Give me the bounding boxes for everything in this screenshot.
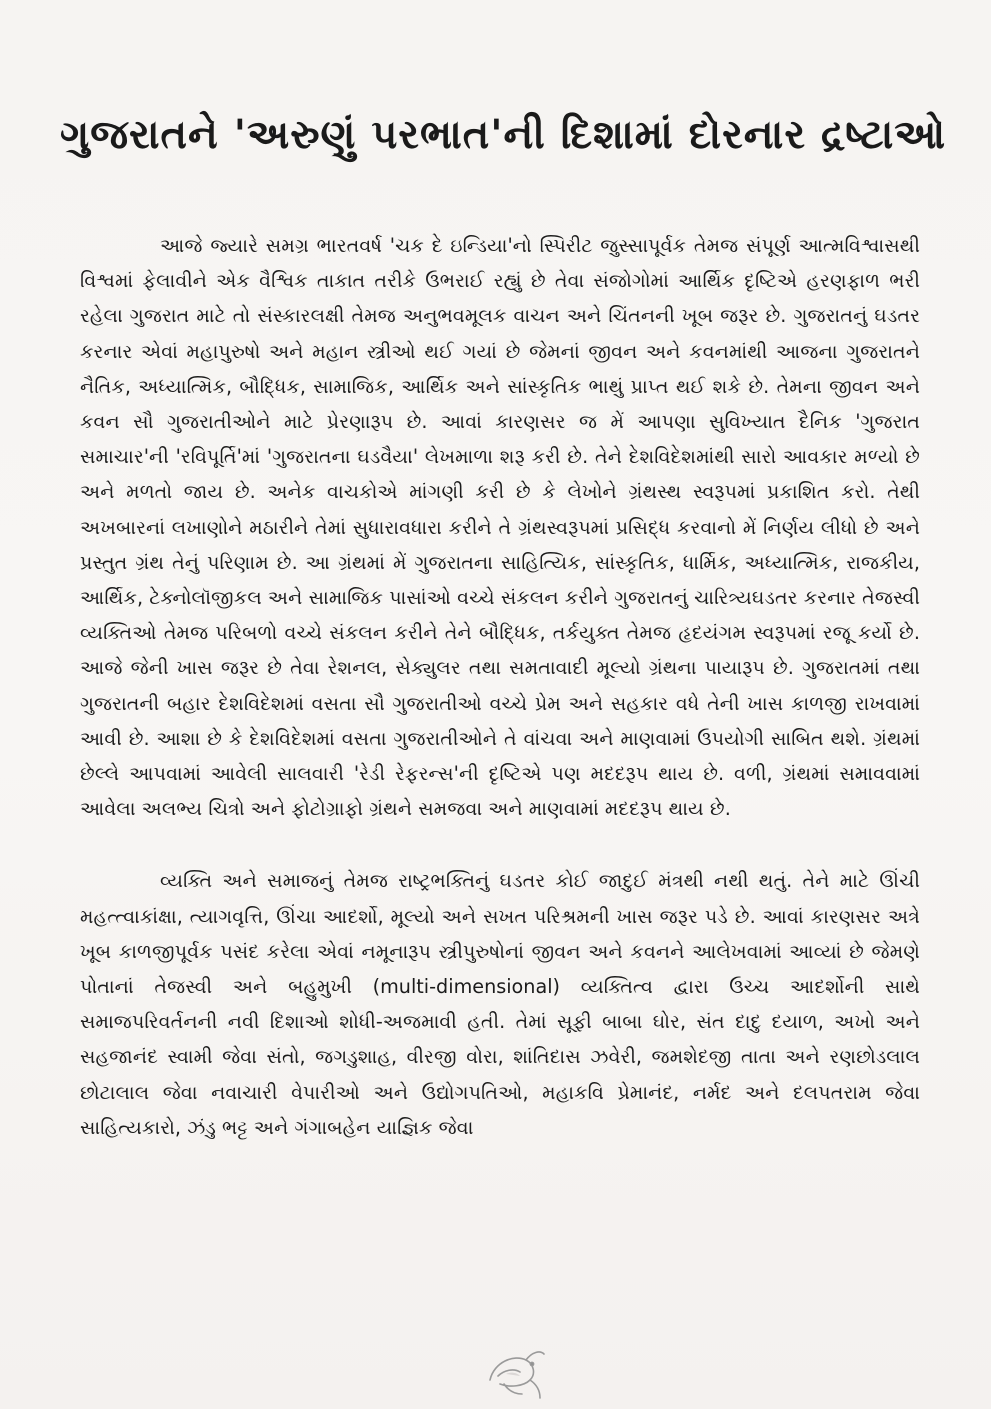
decorative-bird-ornament-icon (470, 1340, 560, 1402)
page-title: ગુજરાતને 'અરુણું પરભાત'ની દિશામાં દોરનાર દ્રષ્ટાઓ (60, 112, 947, 158)
paragraph-2: વ્યક્તિ અને સમાજનું તેમજ રાષ્ટ્રભક્તિનું ઘડતર કોઈ જાદુઈ મંત્રથી નથી થતું. તેને માટે ઊંચી મહત્ત્વાકાંક્ષા, ત્યાગવૃત્તિ, ઊંચા આદર્શો, મૂલ્યો અને સખત પરિશ્રમની ખાસ જરૂર પડે છે. આવાં કારણસર અત્રે ખૂબ કાળજીપૂર્વક પસંદ કરેલા એવાં નમૂનારૂપ સ્ત્રીપુરુષોનાં જીવન અને કવનને આલેખવામાં આવ્યાં છે જેમણે પોતાનાં તેજસ્વી અને બહુમુખી (multi-dimensional) વ્યક્તિત્વ દ્વારા ઉચ્ચ આદર્શોની સાથે સમાજપરિવર્તનની નવી દિશાઓ શોધી-અજમાવી હતી. તેમાં સૂફી બાબા ઘોર, સંત દાદુ દયાળ, અખો અને સહજાનંદ સ્વામી જેવા સંતો, જગડુશાહ, વીરજી વોરા, શાંતિદાસ ઝવેરી, જમશેદજી તાતા અને રણછોડલાલ છોટાલાલ જેવા નવાચારી વેપારીઓ અને ઉદ્યોગપતિઓ, મહાકવિ પ્રેમાનંદ, નર્મદ અને દલપતરામ જેવા સાહિત્યકારો, ઝંડુ ભટ્ટ અને ગંગાબહેન યાજ્ઞિક જેવા (80, 869, 920, 1139)
body-text (80, 228, 920, 1145)
paragraph-1: આજે જ્યારે સમગ્ર ભારતવર્ષ 'ચક દે ઇન્ડિયા'નો સ્પિરીટ જુસ્સાપૂર્વક તેમજ સંપૂર્ણ આત્મવિશ્વાસથી વિશ્વમાં ફેલાવીને એક વૈશ્વિક તાકાત તરીકે ઉભરાઈ રહ્યું છે તેવા સંજોગોમાં આર્થિક દૃષ્ટિએ હરણફાળ ભરી રહેલા ગુજરાત માટે તો સંસ્કારલક્ષી તેમજ અનુભવમૂલક વાચન અને ચિંતનની ખૂબ જરૂર છે. ગુજરાતનું ઘડતર કરનાર એવાં મહાપુરુષો અને મહાન સ્ત્રીઓ થઈ ગયાં છે જેમનાં જીવન અને કવનમાંથી આજના ગુજરાતને નૈતિક, અધ્યાત્મિક, બૌદ્ધિક, સામાજિક, આર્થિક અને સાંસ્કૃતિક ભાથું પ્રાપ્ત થઈ શકે છે. તેમના જીવન અને કવન સૌ ગુજરાતીઓને માટે પ્રેરણારૂપ છે. આવાં કારણસર જ મેં આપણા સુવિખ્યાત દૈનિક 'ગુજરાત સમાચાર'ની 'રવિપૂર્તિ'માં 'ગુજરાતના ઘડવૈયા' લેખમાળા શરૂ કરી છે. તેને દેશવિદેશમાંથી સારો આવકાર મળ્યો છે અને મળતો જાય છે. અનેક વાચકોએ માંગણી કરી છે કે લેખોને ગ્રંથસ્થ સ્વરૂપમાં પ્રકાશિત કરો. તેથી અખબારનાં લખાણોને મઠારીને તેમાં સુધારાવધારા કરીને તે ગ્રંથસ્વરૂપમાં પ્રસિદ્ધ કરવાનો મેં નિર્ણય લીધો છે અને પ્રસ્તુત ગ્રંથ તેનું પરિણામ છે. આ ગ્રંથમાં મેં ગુજરાતના સાહિત્યિક, સાંસ્કૃતિક, ધાર્મિક, અધ્યાત્મિક, રાજકીય, આર્થિક, ટેક્નોલૉજીકલ અને સામાજિક પાસાંઓ વચ્ચે સંકલન કરીને ગુજરાતનું ચારિત્ર્યઘડતર કરનાર તેજસ્વી વ્યક્તિઓ તેમજ પરિબળો વચ્ચે સંકલન કરીને તેને બૌદ્ધિક, તર્કયુક્ત તેમજ હૃદયંગમ સ્વરૂપમાં રજૂ કર્યો છે. આજે જેની ખાસ જરૂર છે તેવા રેશનલ, સેક્યુલર તથા સમતાવાદી મૂલ્યો ગ્રંથના પાયારૂપ છે. ગુજરાતમાં તથા ગુજરાતની બહાર દેશવિદેશમાં વસતા સૌ ગુજરાતીઓ વચ્ચે પ્રેમ અને સહકાર વધે તેની ખાસ કાળજી રાખવામાં આવી છે. આશા છે કે દેશવિદેશમાં વસતા ગુજરાતીઓને તે વાંચવા અને માણવામાં ઉપયોગી સાબિત થશે. ગ્રંથમાં છેલ્લે આપવામાં આવેલી સાલવારી 'રેડી રેફરન્સ'ની દૃષ્ટિએ પણ મદદરૂપ થાય છે. વળી, ગ્રંથમાં સમાવવામાં આવેલા અલભ્ય ચિત્રો અને ફોટોગ્રાફો ગ્રંથને સમજવા અને માણવામાં મદદરૂપ થાય છે. (80, 234, 920, 821)
